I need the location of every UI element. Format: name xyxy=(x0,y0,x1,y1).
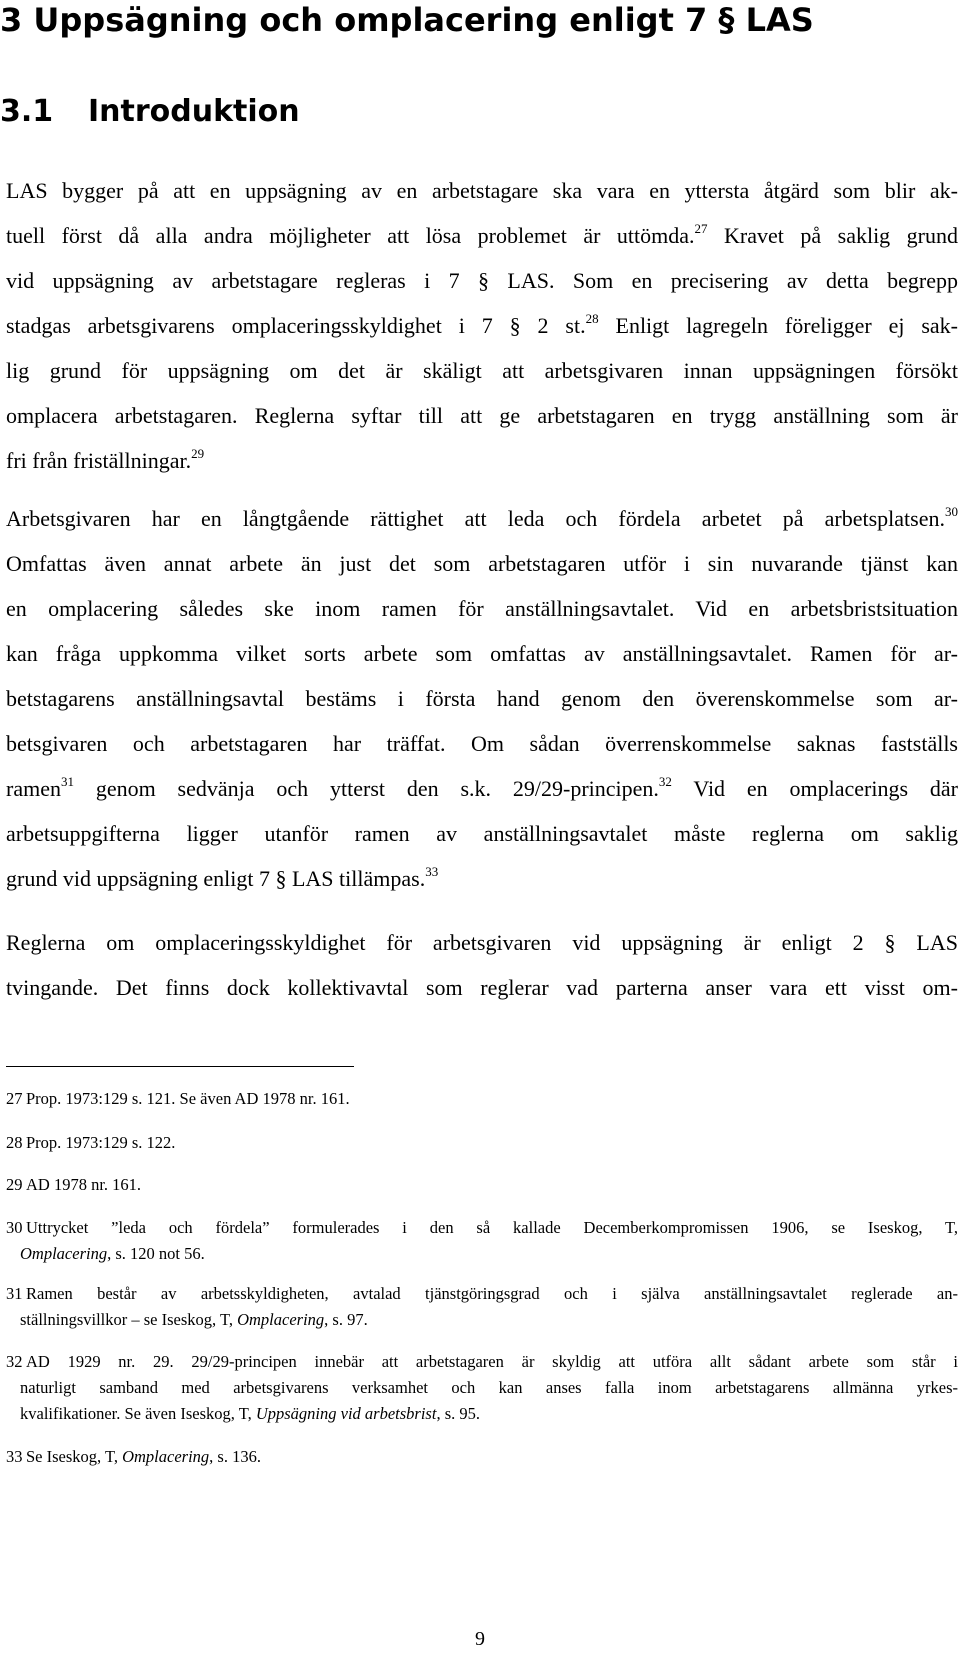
text-line: betsgivaren och arbetstagaren har träffat. Om sådan överrenskommelse saknas fastställs xyxy=(6,731,958,756)
text-line: arbetsuppgifterna ligger utanför ramen av anställningsavtalet måste reglerna om saklig xyxy=(6,821,958,846)
footnote-32: 32 AD 1929 nr. 29. 29/29-principen innebär att arbetstagaren är skyldig att utföra allt sådant arbete som står i naturligt samband med arbetsgivarens verksamhet och kan anses falla inom arbetstagarens allmänna yrkes- kvalifikationer. Se även Iseskog, T, Uppsägning vid arbetsbrist, s. 95. xyxy=(6,1349,958,1427)
footnote-ref[interactable]: 33 xyxy=(425,864,439,879)
footnote-28: 28 Prop. 1973:129 s. 122. xyxy=(6,1130,958,1156)
text-line: ramen$^{31}$ genom sedvänja och ytterst den s.k. 29/29-principen.$^{32}$ Vid en omplacerings där xyxy=(6,774,959,801)
text-line: kan fråga uppkomma vilket sorts arbete som omfattas av anställningsavtalet. Ramen för ar- xyxy=(6,641,958,666)
text-line: stadgas arbetsgivarens omplaceringsskyldighet i 7 § 2 st.$^{28}$ Enligt lagregeln föreligger ej sak- xyxy=(6,311,958,338)
text-line: betstagarens anställningsavtal bestäms i första hand genom den överenskommelse som ar- xyxy=(6,686,958,711)
paragraph-3 xyxy=(6,920,958,1010)
chapter-heading: 3 Uppsägning och omplacering enligt 7 § LAS xyxy=(0,1,814,39)
text-line: Omfattas även annat arbete än just det som arbetstagaren utför i sin nuvarande tjänst kan xyxy=(6,551,958,576)
footnote-ref[interactable]: 29 xyxy=(191,446,205,461)
footnote-number: 30 xyxy=(6,1218,23,1237)
text-line: tuell först då alla andra möjligheter att lösa problemet är uttömda.$^{27}$ Kravet på saklig grund xyxy=(6,221,959,248)
footnote-33: 33 Se Iseskog, T, Omplacering, s. 136. xyxy=(6,1444,958,1470)
footnote-number: 31 xyxy=(6,1284,23,1303)
footnote-number: 28 xyxy=(6,1133,23,1152)
text-line: LAS bygger på att en uppsägning av en arbetstagare ska vara en yttersta åtgärd som blir ak- xyxy=(6,178,958,203)
text-line: tvingande. Det finns dock kollektivavtal som reglerar vad parterna anser vara ett visst om- xyxy=(6,975,958,1000)
text-line: Arbetsgivaren har en långtgående rättighet att leda och fördela arbetet på arbetsplatsen.$^{30}$ xyxy=(6,504,958,531)
footnote-number: 32 xyxy=(6,1352,23,1371)
footnote-ref[interactable]: 28 xyxy=(585,311,599,326)
section-heading xyxy=(0,92,300,132)
footnote-31: 31 Ramen består av arbetsskyldigheten, avtalad tjänstgöringsgrad och i själva anställningsavtalet reglerade an- ställningsvillkor – se Iseskog, T, Omplacering, s. 97. xyxy=(6,1281,958,1333)
section-title: Introduktion xyxy=(88,94,300,129)
text-line: vid uppsägning av arbetstagare regleras i 7 § LAS. Som en precisering av detta begrepp xyxy=(6,268,958,293)
paragraph-1 xyxy=(6,168,958,483)
footnote-ref[interactable]: 32 xyxy=(658,774,672,789)
section-number: 3.1 xyxy=(0,94,54,129)
text-line: omplacera arbetstagaren. Reglerna syftar till att ge arbetstagaren en trygg anställning som är xyxy=(6,403,958,428)
footnote-number: 27 xyxy=(6,1089,23,1108)
footnote-ref[interactable]: 27 xyxy=(694,221,708,236)
footnote-number: 33 xyxy=(6,1447,23,1466)
text-line: Reglerna om omplaceringsskyldighet för arbetsgivaren vid uppsägning är enligt 2 § LAS xyxy=(6,930,958,955)
footnote-ref[interactable]: 31 xyxy=(60,774,74,789)
footnote-ref[interactable]: 30 xyxy=(945,504,958,519)
footnote-number: 29 xyxy=(6,1175,23,1194)
footnote-divider xyxy=(6,1066,354,1067)
page-number: 9 xyxy=(475,1628,485,1650)
text-line: fri från friställningar.$^{29}$ xyxy=(6,446,205,473)
text-line: grund vid uppsägning enligt 7 § LAS tillämpas.$^{33}$ xyxy=(6,864,439,891)
text-line: en omplacering således ske inom ramen för anställningsavtalet. Vid en arbetsbristsituation xyxy=(6,596,958,621)
footnote-29: 29 AD 1978 nr. 161. xyxy=(6,1172,958,1198)
paragraph-2 xyxy=(6,496,958,901)
footnote-27: 27 Prop. 1973:129 s. 121. Se även AD 1978 nr. 161. xyxy=(6,1086,958,1112)
text-line: lig grund för uppsägning om det är skäligt att arbetsgivaren innan uppsägningen försökt xyxy=(6,358,958,383)
footnote-30: 30 Uttrycket ”leda och fördela” formulerades i den så kallade Decemberkompromissen 1906, se Iseskog, T, Omplacering, s. 120 not 56. xyxy=(6,1215,958,1267)
